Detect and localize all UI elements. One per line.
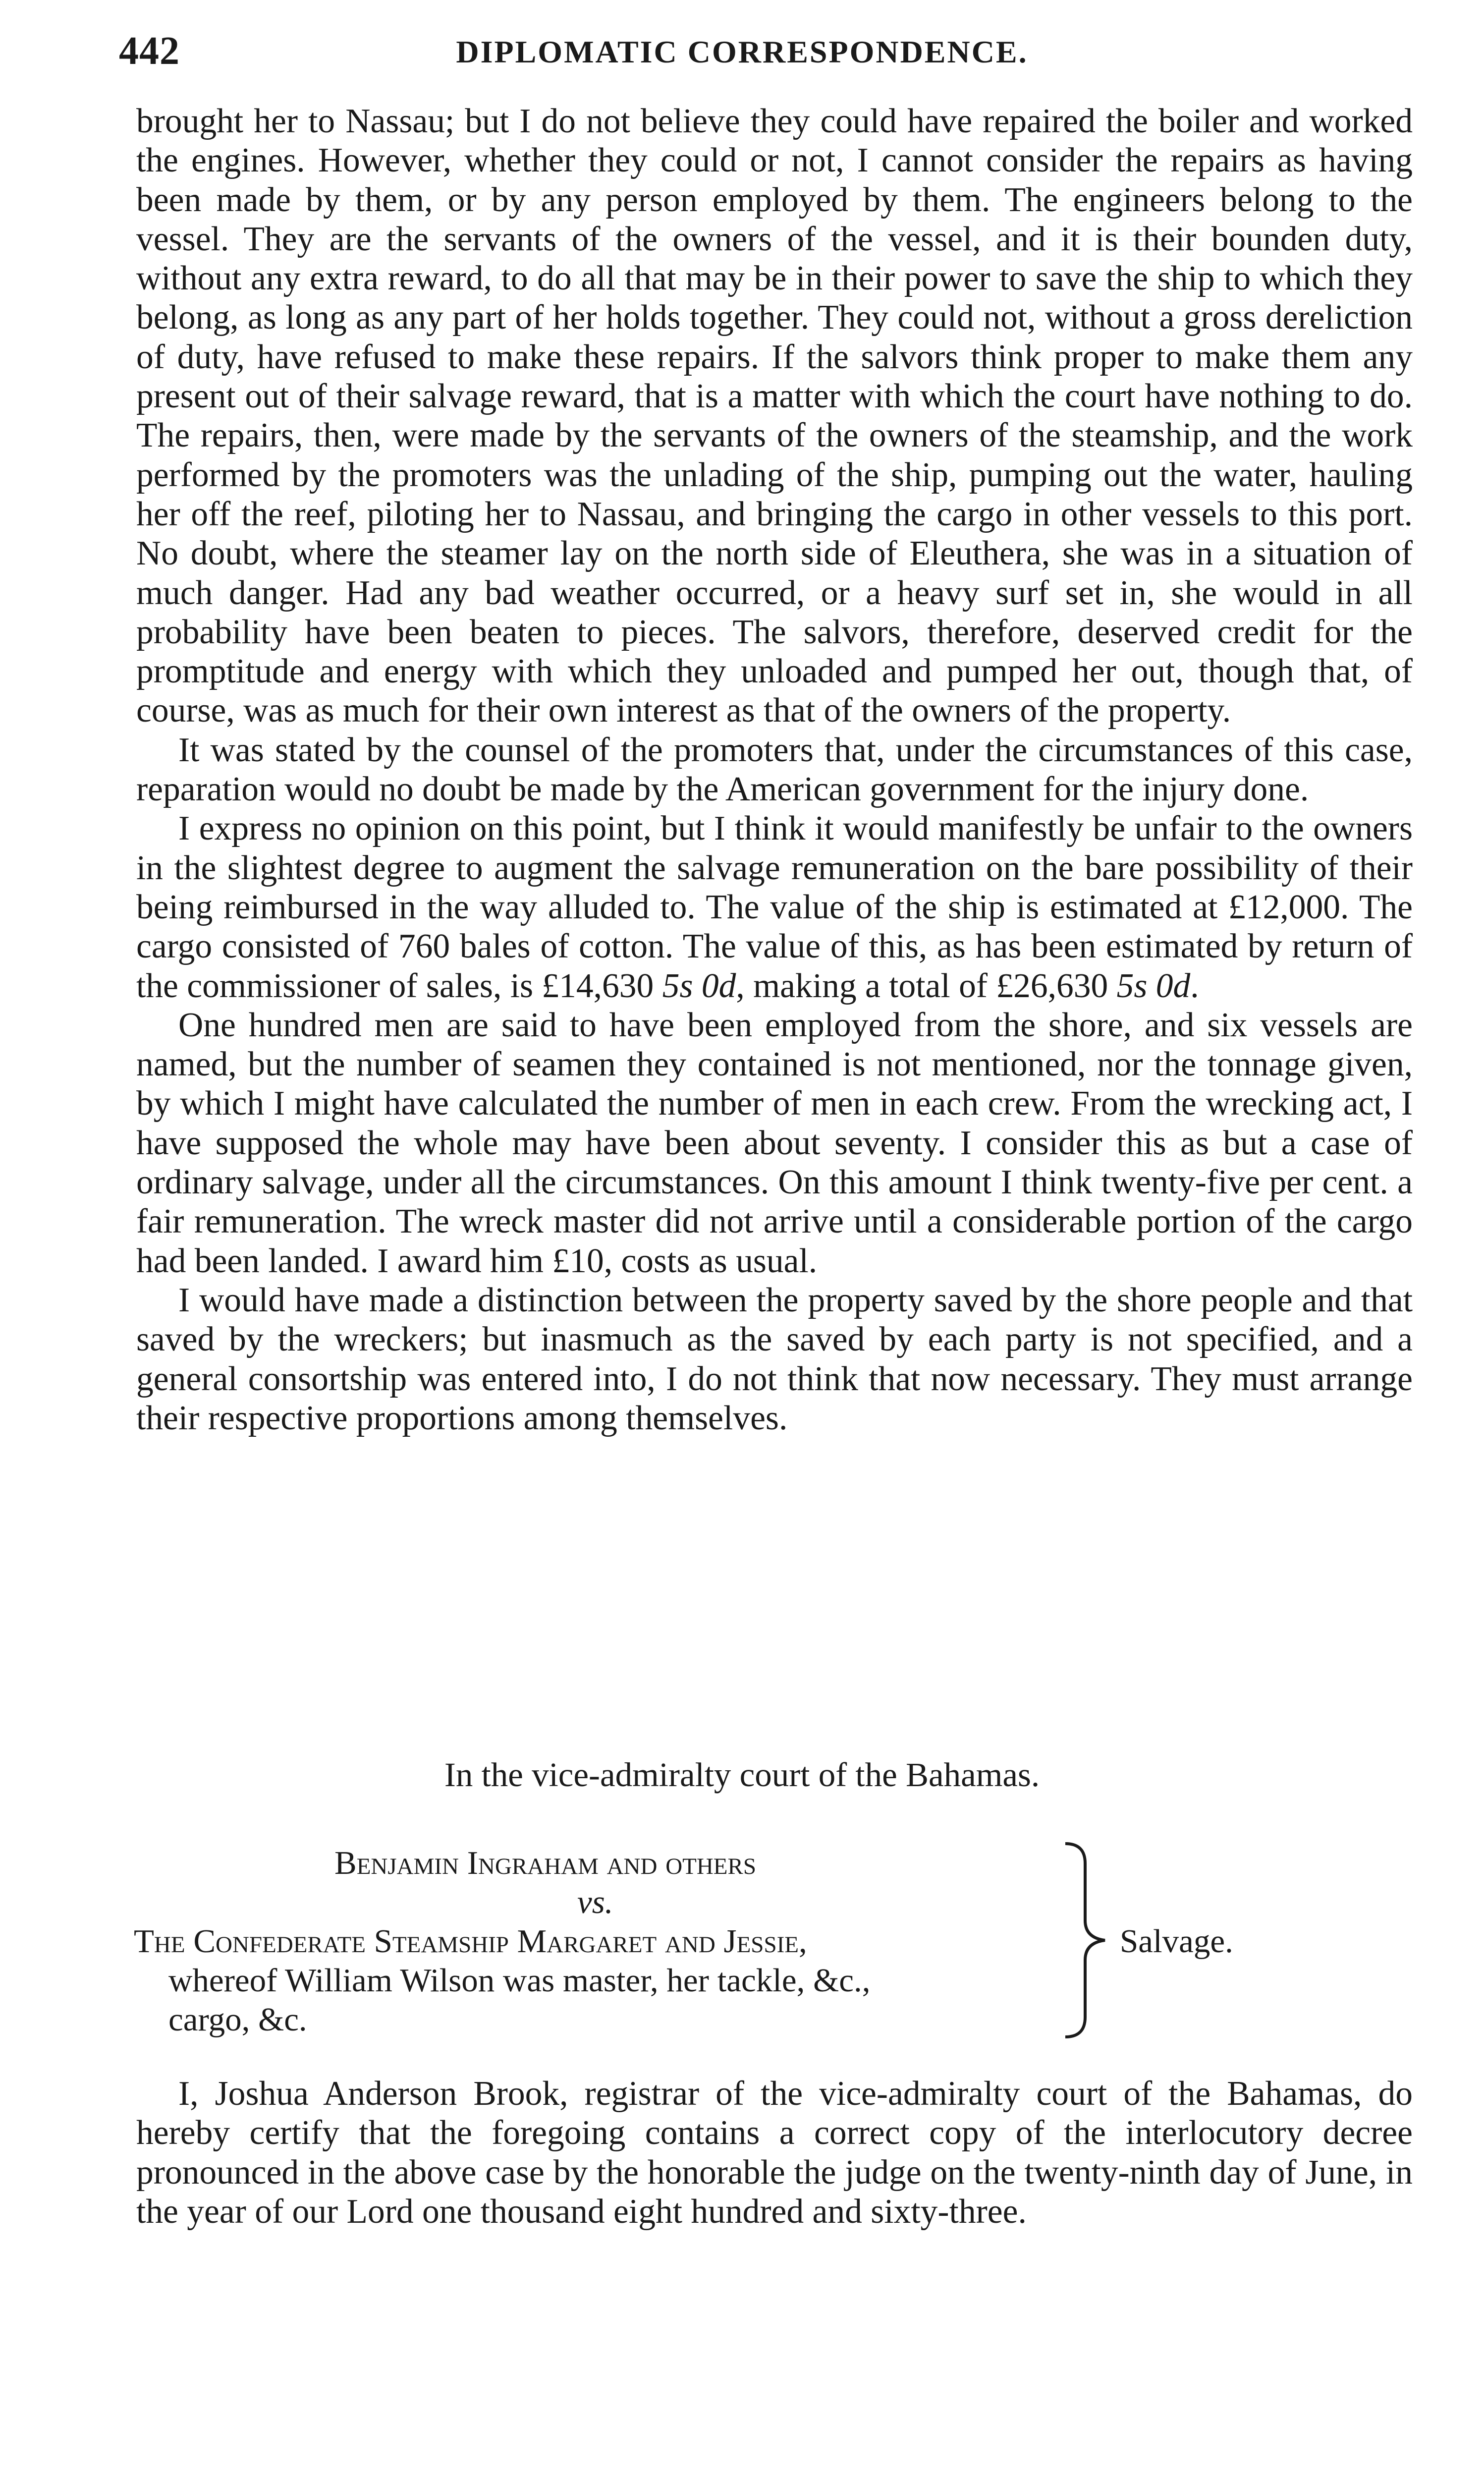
paragraph-3-end: . bbox=[1190, 966, 1199, 1005]
paragraph-2: It was stated by the counsel of the promoters that, under the circumstances of this case, reparation would no doubt be made by the American government for the injury done. bbox=[136, 731, 1413, 809]
paragraph-1: brought her to Nassau; but I do not believe they could have repaired the boiler and worked the engines. However, whether they could or not, I cannot consider the repairs as having been made by them, or by any person employed by them. The engineers belong to the vessel. They are the servants of the owners of the vessel, and it is their bounden duty, without any extra reward, to do all that may be in their power to save the ship to which they belong, as long as any part of her holds together. They could not, without a gross dereliction of duty, have refused to make these repairs. If the salvors think proper to make them any present out of their salvage reward, that is a matter with which the court have nothing to do. The repairs, then, were made by the servants of the owners of the steamship, and the work performed by the promoters was the unlading of the ship, pumping out the water, hauling her off the reef, piloting her to Nassau, and bringing the cargo in other vessels to this port. No doubt, where the steamer lay on the north side of Eleuthera, she was in a situation of much danger. Had any bad weather occurred, or a heavy surf set in, she would in all probability have been beaten to pieces. The salvors, therefore, deserved credit for the promptitude and energy with which they unloaded and pumped her out, though that, of course, was as much for their own interest as that of the owners of the property. bbox=[136, 102, 1413, 730]
shillings-2: 5s bbox=[1116, 966, 1148, 1005]
paragraph-4: One hundred men are said to have been employed from the shore, and six vessels are named, but the number of seamen they contained is not mentioned, nor the tonnage given, by which I might have calculated the number of men in each crew. From the wrecking act, I have supposed the whole may have been about seventy. I consider this as but a case of ordinary salvage, under all the circumstances. On this amount I think twenty-five per cent. a fair remuneration. The wreck master did not arrive until a considerable portion of the cargo had been landed. I award him £10, costs as usual. bbox=[136, 1006, 1413, 1280]
page-header bbox=[0, 20, 1484, 79]
right-brace-icon bbox=[1055, 1839, 1115, 2042]
paragraph-5: I would have made a distinction between the property saved by the shore people and that saved by the wreckers; but inasmuch as the saved by each party is not specified, and a general consortship was entered into, I do not think that now necessary. They must arrange their respective proportions among themselves. bbox=[136, 1281, 1413, 1437]
registrar-certification bbox=[136, 2074, 1413, 2231]
defendant-line-3: cargo, &c. bbox=[168, 2001, 307, 2038]
paragraph-3-text: I express no opinion on this point, but I think it would manifestly be unfair to the owners in the slightest degree to augment the salvage remuneration on the bare possibility of their being reimbursed in the way alluded to. The value of the ship is estimated at £12,000. The cargo consisted of 760 bales of cotton. The value of this, as has been estimated by return of the commissioner of sales, is £14,630 bbox=[136, 809, 1413, 1005]
certification-text: I, Joshua Anderson Brook, registrar of the vice-admiralty court of the Bahamas, do hereby certify that the foregoing contains a correct copy of the interlocutory decree pronounced in the above case by the honorable the judge on the twenty-ninth day of June, in the year of our Lord one thousand eight hundred and sixty-three. bbox=[136, 2075, 1413, 2231]
defendant-line-2: whereof William Wilson was master, her tackle, &c., bbox=[168, 1962, 871, 1999]
plaintiff-name: Benjamin Ingraham and others bbox=[334, 1845, 756, 1881]
opinion-text bbox=[136, 102, 1413, 1438]
court-heading: In the vice-admiralty court of the Bahamas. bbox=[444, 1756, 1040, 1794]
page-number: 442 bbox=[119, 29, 180, 73]
shillings-1: 5s bbox=[662, 966, 693, 1005]
paragraph-3-mid: , making a total of £26,630 bbox=[736, 966, 1117, 1005]
case-caption bbox=[134, 1844, 1273, 2052]
case-subject: Salvage. bbox=[1120, 1923, 1233, 1960]
defendant-line-1: The Confederate Steamship Margaret and Jessie, bbox=[134, 1923, 807, 1960]
running-title: DIPLOMATIC CORRESPONDENCE. bbox=[456, 34, 1028, 69]
pence-1: 0d bbox=[701, 966, 736, 1005]
paragraph-3 bbox=[136, 809, 1413, 1005]
versus-label: vs. bbox=[577, 1884, 613, 1920]
pence-2: 0d bbox=[1155, 966, 1191, 1005]
